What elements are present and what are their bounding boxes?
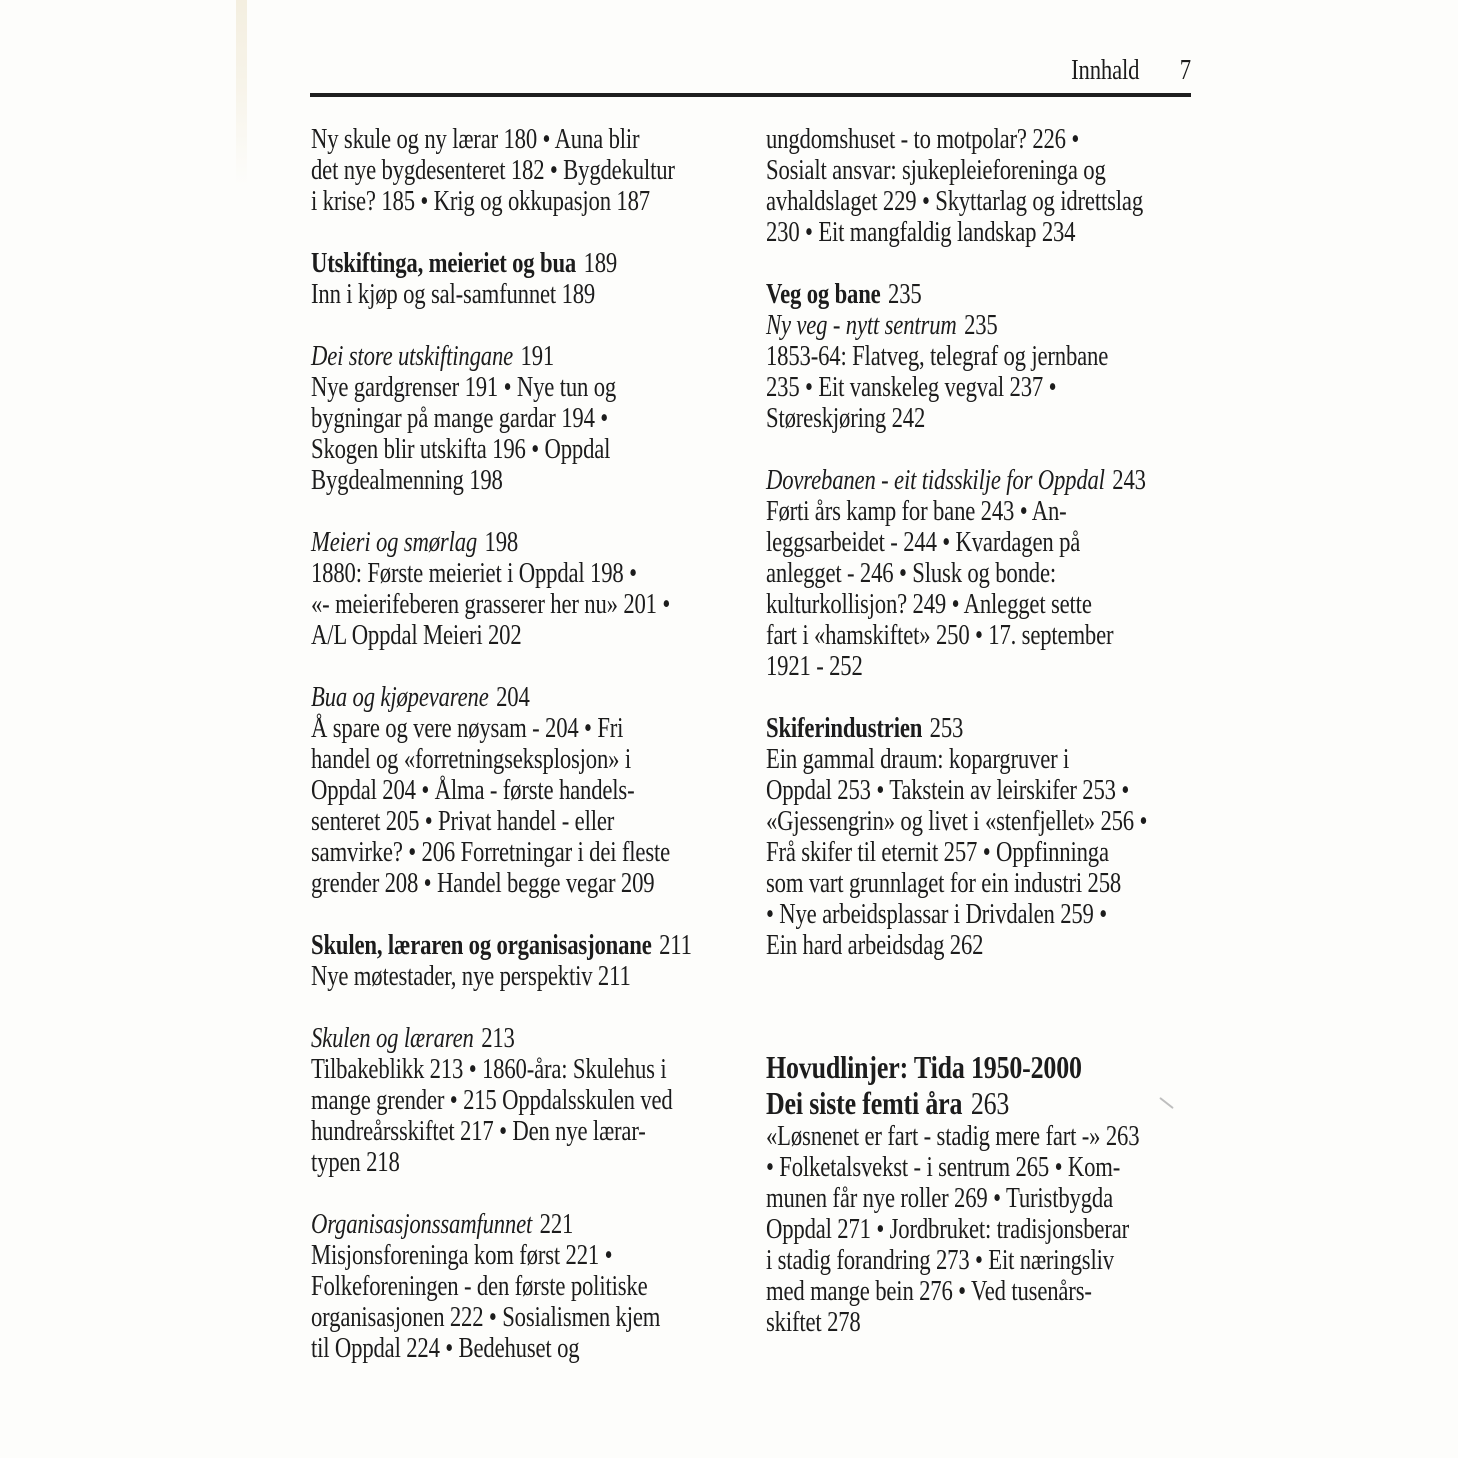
section-page-number: 211	[659, 930, 692, 961]
toc-line: grender 208 • Handel begge vegar 209	[311, 868, 655, 899]
toc-line: i stadig forandring 273 • Eit næringsliv	[766, 1245, 1114, 1276]
toc-line: Misjonsforeninga kom først 221 •	[311, 1240, 613, 1271]
section-title: Utskiftinga, meieriet og bua	[311, 248, 577, 279]
toc-subsection-heading	[311, 341, 671, 372]
toc-section-heading	[311, 248, 671, 279]
toc-line: 235 • Eit vanskeleg vegval 237 •	[766, 372, 1057, 403]
toc-line: avhaldslaget 229 • Skyttarlag og idrettslag	[766, 186, 1144, 217]
toc-line: det nye bygdesenteret 182 • Bygdekultur	[311, 155, 675, 186]
toc-line: Ny skule og ny lærar 180 • Auna blir	[311, 124, 640, 155]
section-title: Skulen, læraren og organisasjonane	[311, 930, 652, 961]
toc-subsection-heading	[766, 465, 1146, 496]
scan-artifact-band	[236, 0, 247, 185]
running-head-title: Innhald	[1071, 55, 1140, 86]
toc-subsection-heading	[766, 310, 1139, 341]
toc-line: • Nye arbeidsplassar i Drivdalen 259 •	[766, 899, 1108, 930]
toc-paragraph	[766, 124, 1144, 248]
toc-left-column	[311, 124, 756, 1364]
subsection-title: Meieri og smørlag	[311, 527, 478, 558]
toc-line: bygningar på mange gardar 194 •	[311, 403, 609, 434]
toc-line: • Folketalsvekst - i sentrum 265 • Kom-	[766, 1152, 1121, 1183]
section-page-number: 253	[929, 713, 964, 744]
toc-line: mange grender • 215 Oppdalsskulen ved	[311, 1085, 673, 1116]
chapter-page-number: 263	[970, 1085, 1010, 1121]
toc-section-heading	[766, 713, 1139, 744]
toc-paragraph	[311, 372, 671, 496]
toc-line: «- meierifeberen grasserer her nu» 201 •	[311, 589, 671, 620]
toc-line: 1880: Første meieriet i Oppdal 198 •	[311, 558, 637, 589]
toc-line: leggsarbeidet - 244 • Kvardagen på	[766, 527, 1081, 558]
toc-paragraph	[766, 1121, 1139, 1338]
toc-line: Oppdal 253 • Takstein av leirskifer 253 •	[766, 775, 1130, 806]
toc-line: samvirke? • 206 Forretningar i dei fleste	[311, 837, 671, 868]
toc-line: «Gjessengrin» og livet i «stenfjellet» 256 •	[766, 806, 1148, 837]
toc-line: ungdomshuset - to motpolar? 226 •	[766, 124, 1080, 155]
toc-line: Inn i kjøp og sal-samfunnet 189	[311, 279, 596, 310]
toc-line: Nye møtestader, nye perspektiv 211	[311, 961, 631, 992]
toc-line: i krise? 185 • Krig og okkupasjon 187	[311, 186, 650, 217]
section-page-number: 235	[888, 279, 922, 310]
toc-subsection-heading	[311, 1023, 671, 1054]
toc-line: typen 218	[311, 1147, 400, 1178]
toc-section-heading	[311, 930, 692, 961]
toc-line: organisasjonen 222 • Sosialismen kjem	[311, 1302, 661, 1333]
subsection-page-number: 198	[484, 527, 519, 558]
toc-line: skiftet 278	[766, 1307, 861, 1338]
toc-left-column-content	[311, 124, 692, 1364]
toc-line: Nye gardgrenser 191 • Nye tun og	[311, 372, 617, 403]
toc-line: Støreskjøring 242	[766, 403, 926, 434]
toc-chapter-heading	[766, 1049, 1139, 1121]
toc-line: 1853-64: Flatveg, telegraf og jernbane	[766, 341, 1109, 372]
toc-paragraph	[311, 713, 671, 899]
subsection-title: Dei store utskiftingane	[311, 341, 514, 372]
toc-subsection-heading	[311, 1209, 671, 1240]
toc-line: med mange bein 276 • Ved tusenårs-	[766, 1276, 1092, 1307]
toc-line: Oppdal 271 • Jordbruket: tradisjonsberar	[766, 1214, 1130, 1245]
subsection-page-number: 204	[496, 682, 530, 713]
subsection-title: Dovrebanen - eit tidsskilje for Oppdal	[766, 465, 1105, 496]
toc-line: hundreårsskiftet 217 • Den nye lærar-	[311, 1116, 646, 1147]
toc-line: senteret 205 • Privat handel - eller	[311, 806, 615, 837]
toc-paragraph	[766, 341, 1139, 434]
toc-line: munen får nye roller 269 • Turistbygda	[766, 1183, 1113, 1214]
toc-section-heading	[766, 279, 1139, 310]
toc-paragraph	[311, 558, 671, 651]
toc-line: Folkeforeningen - den første politiske	[311, 1271, 648, 1302]
subsection-title: Skulen og læraren	[311, 1023, 474, 1054]
toc-line: Ein gammal draum: kopargruver i	[766, 744, 1070, 775]
running-head	[477, 57, 1191, 85]
subsection-page-number: 243	[1112, 465, 1146, 496]
toc-line: som vart grunnlaget for ein industri 258	[766, 868, 1122, 899]
toc-line: anlegget - 246 • Slusk og bonde:	[766, 558, 1057, 589]
chapter-title-line1: Hovudlinjer: Tida 1950-2000	[766, 1049, 1082, 1085]
toc-paragraph	[311, 961, 671, 992]
section-title: Skiferindustrien	[766, 713, 923, 744]
toc-line: handel og «forretningseksplosjon» i	[311, 744, 632, 775]
toc-line: 1921 - 252	[766, 651, 863, 682]
toc-line: til Oppdal 224 • Bedehuset og	[311, 1333, 580, 1364]
subsection-title: Ny veg - nytt sentrum	[766, 310, 957, 341]
toc-right-column-content	[766, 124, 1148, 1338]
toc-line: Ein hard arbeidsdag 262	[766, 930, 984, 961]
chapter-title-text: Dei siste femti åra	[766, 1085, 963, 1121]
section-title: Veg og bane	[766, 279, 881, 310]
toc-paragraph	[311, 279, 671, 310]
toc-line: Skogen blir utskifta 196 • Oppdal	[311, 434, 611, 465]
section-page-number: 189	[583, 248, 618, 279]
toc-paragraph	[311, 1240, 671, 1364]
subsection-page-number: 235	[964, 310, 998, 341]
toc-line: «Løsnenet er fart - stadig mere fart -» 263	[766, 1121, 1140, 1152]
toc-line: 230 • Eit mangfaldig landskap 234	[766, 217, 1076, 248]
toc-line: kulturkollisjon? 249 • Anlegget sette	[766, 589, 1092, 620]
toc-line: Bygdealmenning 198	[311, 465, 503, 496]
toc-paragraph	[766, 744, 1148, 961]
toc-subsection-heading	[311, 527, 671, 558]
running-head-page-number: 7	[1179, 55, 1191, 86]
toc-paragraph	[311, 124, 675, 217]
toc-paragraph	[311, 1054, 671, 1178]
toc-line: Tilbakeblikk 213 • 1860-åra: Skulehus i	[311, 1054, 667, 1085]
toc-paragraph	[766, 496, 1139, 682]
toc-line: Sosialt ansvar: sjukepleieforeninga og	[766, 155, 1106, 186]
toc-line: Førti års kamp for bane 243 • An-	[766, 496, 1067, 527]
subsection-title: Bua og kjøpevarene	[311, 682, 489, 713]
toc-line: A/L Oppdal Meieri 202	[311, 620, 522, 651]
toc-right-column	[766, 124, 1226, 1338]
toc-subsection-heading	[311, 682, 671, 713]
toc-line: Oppdal 204 • Ålma - første handels-	[311, 775, 635, 806]
subsection-page-number: 191	[520, 341, 555, 372]
header-rule	[310, 93, 1191, 97]
subsection-page-number: 221	[539, 1209, 574, 1240]
subsection-title: Organisasjonssamfunnet	[311, 1209, 533, 1240]
chapter-title-line2	[766, 1085, 1139, 1121]
subsection-page-number: 213	[481, 1023, 515, 1054]
toc-line: Å spare og vere nøysam - 204 • Fri	[311, 713, 624, 744]
toc-line: Frå skifer til eternit 257 • Oppfinninga	[766, 837, 1109, 868]
toc-line: fart i «hamskiftet» 250 • 17. september	[766, 620, 1114, 651]
